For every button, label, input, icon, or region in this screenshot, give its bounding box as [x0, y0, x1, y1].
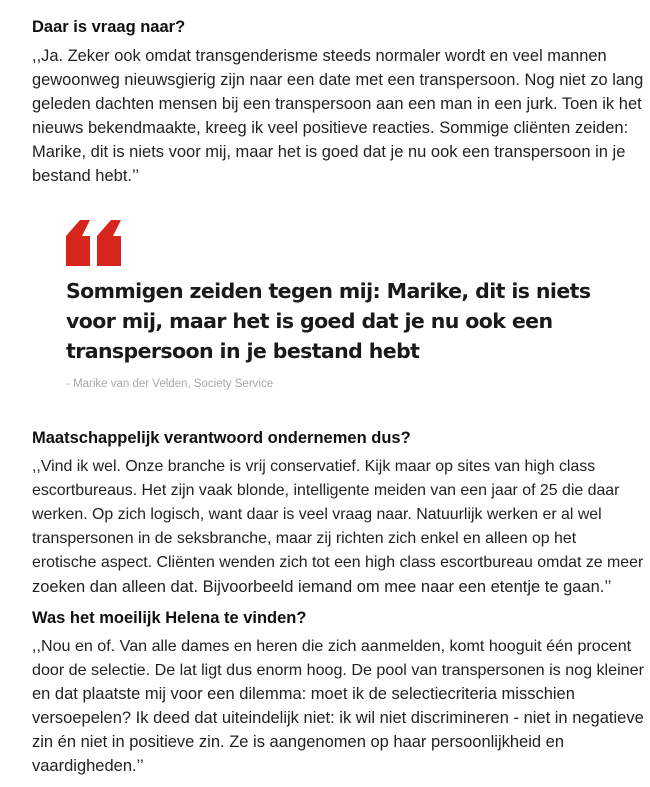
- paragraph-line: ,,Vind ik wel. Onze branche is vrij conservatief. Kijk maar op sites van high class: [32, 458, 596, 475]
- paragraph-line: escortbureaus. Het zijn vaak blonde, intelligente meiden van een jaar of 25 die daar: [32, 482, 620, 499]
- paragraph-line: gewoonweg nieuwsgierig zijn naar een date met een transpersoon. Nog niet zo lang: [32, 71, 644, 89]
- answer-paragraph: [32, 455, 643, 599]
- paragraph-line: transpersonen in de seksbranche, maar zij richten zich enkel en alleen op het: [32, 530, 577, 547]
- paragraph-line: vaardigheden.’’: [32, 757, 144, 775]
- answer-paragraph: [32, 44, 643, 188]
- pull-quote-line: Sommigen zeiden tegen mij: Marike, dit is niets: [66, 279, 591, 303]
- paragraph-line: ,,Ja. Zeker ook omdat transgenderisme steeds normaler wordt en veel mannen: [32, 47, 607, 65]
- paragraph-line: nieuws bekendmaakte, kreeg ik veel positieve reacties. Sommige cliënten zeiden:: [32, 119, 629, 137]
- paragraph-line: erotische aspect. Cliënten wenden zich tot een high class escortbureau omdat ze meer: [32, 554, 644, 571]
- quotation-mark-icon: [66, 218, 122, 268]
- paragraph-line: werken. Op zich logisch, want daar is veel vraag naar. Natuurlijk werken er al wel: [32, 506, 602, 523]
- pull-quote: [66, 276, 590, 366]
- section-heading: Daar is vraag naar?: [32, 18, 186, 36]
- paragraph-line: zin én niet in positieve zin. Ze is aangenomen op haar persoonlijkheid en: [32, 733, 565, 751]
- paragraph-line: door de selectie. De lat ligt dus enorm hoog. De pool van transpersonen is nog kleiner: [32, 661, 644, 679]
- paragraph-line: en dat plaatste mij voor een dilemma: moet ik de selectiecriteria misschien: [32, 685, 575, 703]
- paragraph-line: zoeken dan alleen dat. Bijvoorbeeld iemand om mee naar een etentje te gaan.’’: [32, 578, 612, 596]
- paragraph-line: versoepelen? Ik deed dat uiteindelijk niet: ik wil niet discrimineren - niet in negatieve: [32, 709, 644, 727]
- paragraph-line: bestand hebt.’’: [32, 167, 140, 185]
- section-heading: Was het moeilijk Helena te vinden?: [32, 609, 307, 627]
- paragraph-line: ,,Nou en of. Van alle dames en heren die zich aanmelden, komt hooguit één procent: [32, 637, 632, 655]
- paragraph-line: geleden dachten mensen bij een transpersoon aan een man in een jurk. Toen ik het: [32, 95, 642, 113]
- answer-paragraph: [32, 634, 644, 778]
- section-heading: Maatschappelijk verantwoord ondernemen dus?: [32, 429, 411, 447]
- pull-quote-line: transpersoon in je bestand hebt: [66, 339, 420, 363]
- quote-attribution: - Marike van der Velden, Society Service: [66, 378, 274, 390]
- paragraph-line: Marike, dit is niets voor mij, maar het is goed dat je nu ook een transpersoon in je: [32, 143, 626, 161]
- pull-quote-line: voor mij, maar het is goed dat je nu ook een: [66, 309, 553, 333]
